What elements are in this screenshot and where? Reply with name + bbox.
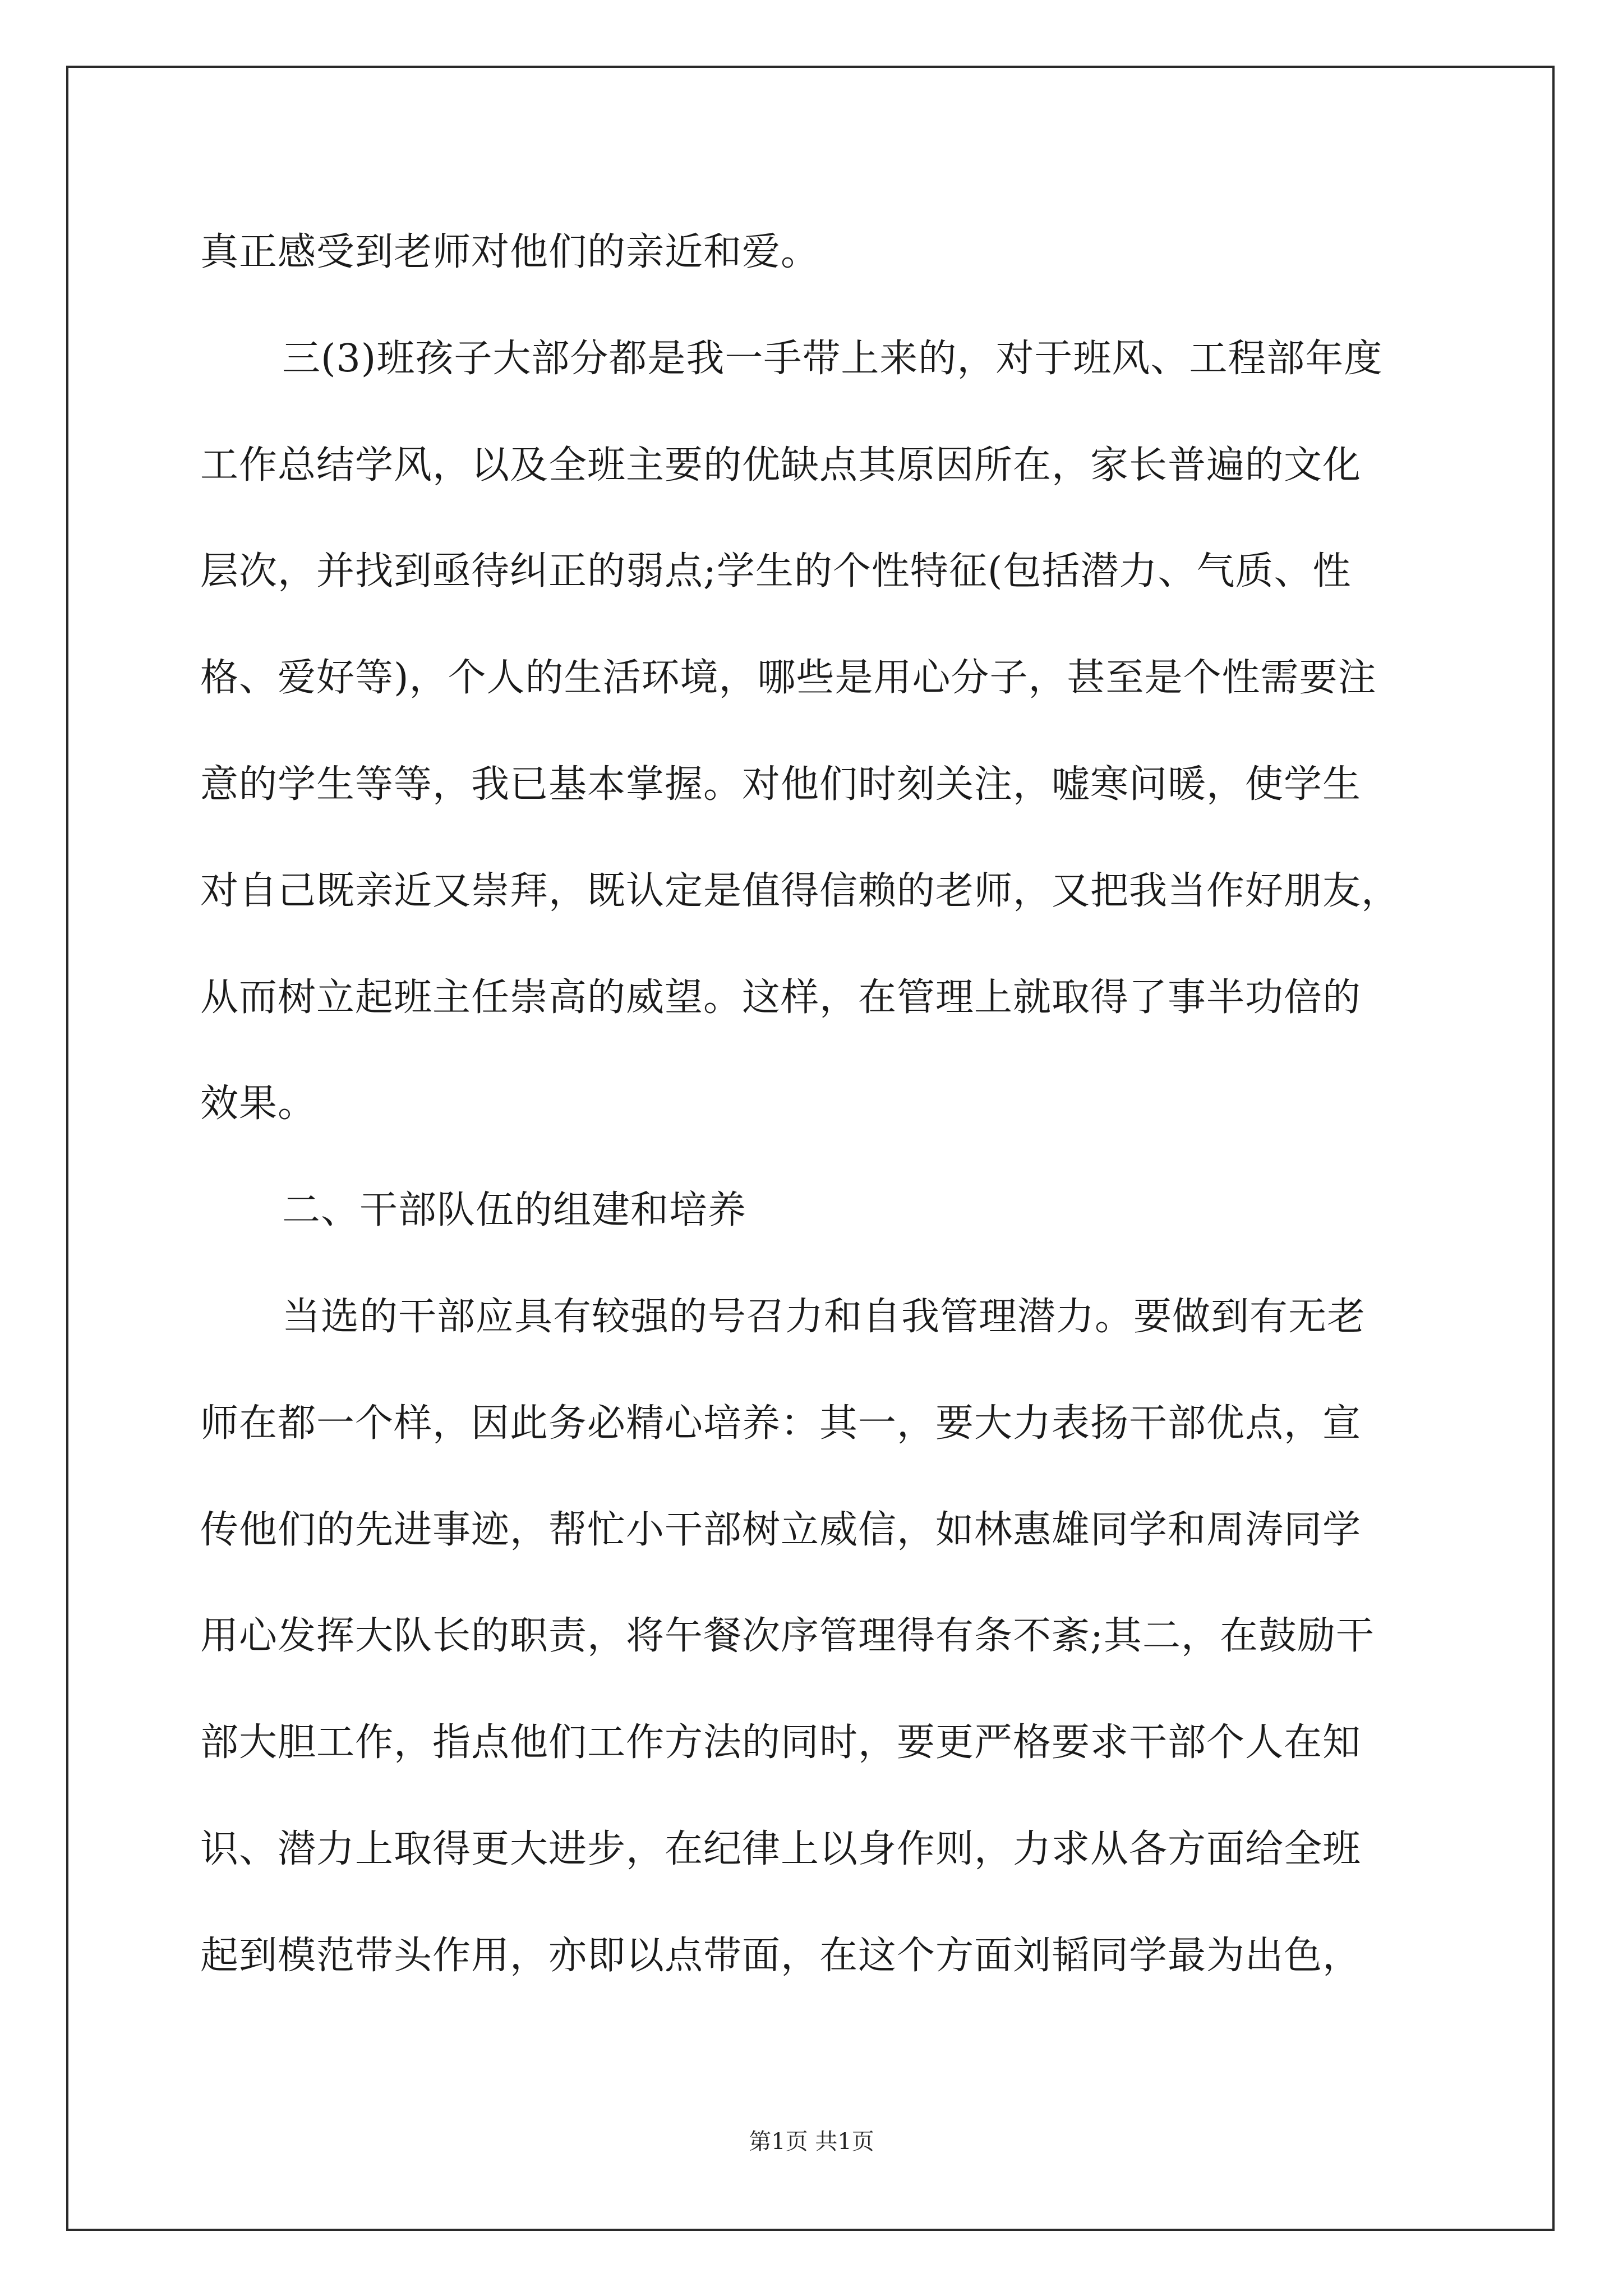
text-line: 识、潜力上取得更大进步，在纪律上以身作则，力求从各方面给全班 [200, 1827, 1362, 1871]
text-line: 起到模范带头作用，亦即以点带面，在这个方面刘韬同学最为出色， [200, 1934, 1362, 1978]
text-line: 工作总结学风，以及全班主要的优缺点其原因所在，家长普遍的文化 [200, 443, 1362, 487]
text-line: 部大胆工作，指点他们工作方法的同时，要更严格要求干部个人在知 [200, 1720, 1362, 1765]
text-line: 传他们的先进事迹，帮忙小干部树立威信，如林惠雄同学和周涛同学 [200, 1508, 1362, 1552]
text-line: 师在都一个样，因此务必精心培养：其一，要大力表扬干部优点，宣 [200, 1401, 1362, 1446]
paragraph-first-line: 三(3)班孩子大部分都是我一手带上来的，对于班风、工程部年度 [282, 337, 1383, 381]
text-line: 从而树立起班主任崇高的威望。这样，在管理上就取得了事半功倍的 [200, 976, 1362, 1020]
text-line: 层次，并找到亟待纠正的弱点;学生的个性特征(包括潜力、气质、性 [200, 549, 1352, 593]
section-heading: 二、干部队伍的组建和培养 [282, 1188, 747, 1232]
text-line: 用心发挥大队长的职责，将午餐次序管理得有条不紊;其二，在鼓励干 [200, 1614, 1375, 1658]
text-line: 格、爱好等)，个人的生活环境，哪些是用心分子，甚至是个性需要注 [200, 656, 1377, 700]
page-border [66, 66, 1555, 2231]
text-line: 意的学生等等，我已基本掌握。对他们时刻关注，嘘寒问暖，使学生 [200, 762, 1362, 807]
page-footer: 第1页 共1页 [749, 2129, 874, 2155]
text-line: 效果。 [200, 1082, 317, 1126]
text-line: 对自己既亲近又崇拜，既认定是值得信赖的老师，又把我当作好朋友， [200, 869, 1400, 913]
paragraph-first-line: 当选的干部应具有较强的号召力和自我管理潜力。要做到有无老 [282, 1295, 1366, 1339]
text-line: 真正感受到老师对他们的亲近和爱。 [200, 230, 820, 274]
